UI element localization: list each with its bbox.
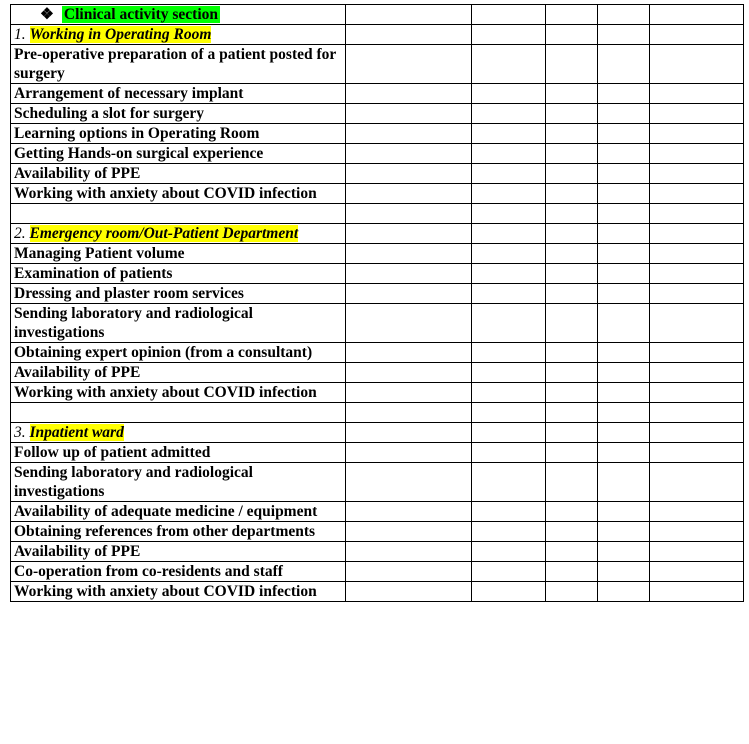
rating-cell[interactable] bbox=[650, 502, 744, 522]
item-label: Examination of patients bbox=[11, 264, 346, 284]
rating-cell[interactable] bbox=[472, 562, 546, 582]
item-label: Follow up of patient admitted bbox=[11, 443, 346, 463]
clinical-activity-sheet bbox=[10, 4, 743, 602]
item-label: Pre-operative preparation of a patient posted for surgery bbox=[11, 45, 346, 84]
rating-cell[interactable] bbox=[598, 383, 650, 403]
spacer-row bbox=[11, 403, 744, 423]
rating-cell[interactable] bbox=[346, 45, 472, 84]
rating-cell[interactable] bbox=[472, 204, 546, 224]
item-label: Availability of PPE bbox=[11, 542, 346, 562]
rating-cell[interactable] bbox=[650, 304, 744, 343]
item-row bbox=[11, 104, 744, 124]
item-label: Getting Hands-on surgical experience bbox=[11, 144, 346, 164]
rating-cell[interactable] bbox=[650, 264, 744, 284]
section-title: Working in Operating Room bbox=[29, 26, 212, 43]
rating-cell[interactable] bbox=[546, 463, 598, 502]
rating-cell[interactable] bbox=[598, 562, 650, 582]
rating-cell[interactable] bbox=[546, 304, 598, 343]
rating-cell[interactable] bbox=[346, 224, 472, 244]
rating-cell[interactable] bbox=[650, 443, 744, 463]
rating-cell[interactable] bbox=[598, 244, 650, 264]
rating-cell[interactable] bbox=[598, 164, 650, 184]
rating-cell[interactable] bbox=[598, 463, 650, 502]
rating-cell[interactable] bbox=[346, 562, 472, 582]
rating-cell[interactable] bbox=[472, 582, 546, 602]
rating-cell[interactable] bbox=[472, 284, 546, 304]
rating-cell[interactable] bbox=[650, 463, 744, 502]
item-label: Sending laboratory and radiological investigations bbox=[11, 463, 346, 502]
item-label: Arrangement of necessary implant bbox=[11, 84, 346, 104]
rating-cell[interactable] bbox=[650, 25, 744, 45]
rating-cell[interactable] bbox=[546, 224, 598, 244]
rating-cell[interactable] bbox=[598, 5, 650, 25]
section-heading: Clinical activity section bbox=[63, 6, 219, 23]
item-label: Sending laboratory and radiological investigations bbox=[11, 304, 346, 343]
rating-cell[interactable] bbox=[472, 25, 546, 45]
rating-cell[interactable] bbox=[546, 284, 598, 304]
rating-cell[interactable] bbox=[546, 244, 598, 264]
rating-cell[interactable] bbox=[598, 582, 650, 602]
item-row bbox=[11, 84, 744, 104]
rating-cell[interactable] bbox=[650, 542, 744, 562]
rating-cell[interactable] bbox=[598, 343, 650, 363]
rating-cell[interactable] bbox=[598, 423, 650, 443]
rating-cell[interactable] bbox=[650, 164, 744, 184]
rating-cell[interactable] bbox=[346, 184, 472, 204]
rating-cell[interactable] bbox=[546, 562, 598, 582]
rating-cell[interactable] bbox=[472, 244, 546, 264]
section-title-row bbox=[11, 25, 744, 45]
item-row bbox=[11, 284, 744, 304]
item-label: Scheduling a slot for surgery bbox=[11, 104, 346, 124]
item-label: Dressing and plaster room services bbox=[11, 284, 346, 304]
section-number: 1. bbox=[14, 26, 26, 43]
rating-cell[interactable] bbox=[598, 224, 650, 244]
item-label: Working with anxiety about COVID infection bbox=[11, 582, 346, 602]
rating-cell[interactable] bbox=[472, 104, 546, 124]
rating-cell[interactable] bbox=[346, 5, 472, 25]
rating-cell[interactable] bbox=[346, 502, 472, 522]
rating-cell[interactable] bbox=[598, 304, 650, 343]
item-row bbox=[11, 463, 744, 502]
header-cell bbox=[11, 5, 346, 25]
item-row bbox=[11, 144, 744, 164]
item-label: Working with anxiety about COVID infection bbox=[11, 383, 346, 403]
rating-cell[interactable] bbox=[346, 363, 472, 383]
rating-cell[interactable] bbox=[346, 582, 472, 602]
rating-cell[interactable] bbox=[650, 224, 744, 244]
rating-cell[interactable] bbox=[598, 542, 650, 562]
rating-cell[interactable] bbox=[598, 522, 650, 542]
section-title-row bbox=[11, 423, 744, 443]
rating-cell[interactable] bbox=[472, 84, 546, 104]
rating-cell[interactable] bbox=[546, 363, 598, 383]
table-body bbox=[11, 5, 744, 602]
rating-cell[interactable] bbox=[472, 423, 546, 443]
rating-cell[interactable] bbox=[546, 84, 598, 104]
item-label: Availability of adequate medicine / equipment bbox=[11, 502, 346, 522]
rating-cell[interactable] bbox=[472, 463, 546, 502]
rating-cell[interactable] bbox=[472, 264, 546, 284]
rating-cell[interactable] bbox=[546, 582, 598, 602]
rating-cell[interactable] bbox=[346, 104, 472, 124]
rating-cell[interactable] bbox=[598, 264, 650, 284]
rating-cell[interactable] bbox=[546, 144, 598, 164]
item-row bbox=[11, 522, 744, 542]
rating-cell[interactable] bbox=[598, 25, 650, 45]
rating-cell[interactable] bbox=[650, 144, 744, 164]
rating-cell[interactable] bbox=[546, 343, 598, 363]
rating-cell[interactable] bbox=[346, 264, 472, 284]
rating-cell[interactable] bbox=[650, 124, 744, 144]
rating-cell[interactable] bbox=[598, 502, 650, 522]
rating-cell[interactable] bbox=[546, 264, 598, 284]
rating-cell[interactable] bbox=[650, 284, 744, 304]
item-row bbox=[11, 443, 744, 463]
rating-cell[interactable] bbox=[346, 304, 472, 343]
rating-cell[interactable] bbox=[346, 522, 472, 542]
clinical-activity-table bbox=[10, 4, 744, 602]
item-row bbox=[11, 383, 744, 403]
section-title-cell bbox=[11, 25, 346, 45]
rating-cell[interactable] bbox=[546, 423, 598, 443]
rating-cell[interactable] bbox=[472, 383, 546, 403]
rating-cell[interactable] bbox=[546, 25, 598, 45]
section-title-row bbox=[11, 224, 744, 244]
section-title-cell bbox=[11, 224, 346, 244]
rating-cell[interactable] bbox=[650, 184, 744, 204]
rating-cell[interactable] bbox=[346, 383, 472, 403]
rating-cell[interactable] bbox=[650, 5, 744, 25]
rating-cell[interactable] bbox=[546, 164, 598, 184]
rating-cell[interactable] bbox=[546, 124, 598, 144]
rating-cell[interactable] bbox=[650, 423, 744, 443]
item-row bbox=[11, 184, 744, 204]
item-label: Co-operation from co-residents and staff bbox=[11, 562, 346, 582]
spacer-cell bbox=[11, 204, 346, 224]
item-row bbox=[11, 343, 744, 363]
rating-cell[interactable] bbox=[472, 343, 546, 363]
rating-cell[interactable] bbox=[346, 284, 472, 304]
item-label: Working with anxiety about COVID infection bbox=[11, 184, 346, 204]
rating-cell[interactable] bbox=[598, 184, 650, 204]
item-row bbox=[11, 124, 744, 144]
rating-cell[interactable] bbox=[546, 522, 598, 542]
rating-cell[interactable] bbox=[472, 124, 546, 144]
spacer-row bbox=[11, 204, 744, 224]
rating-cell[interactable] bbox=[598, 104, 650, 124]
item-row bbox=[11, 264, 744, 284]
rating-cell[interactable] bbox=[346, 343, 472, 363]
rating-cell[interactable] bbox=[546, 443, 598, 463]
rating-cell[interactable] bbox=[472, 522, 546, 542]
rating-cell[interactable] bbox=[472, 403, 546, 423]
rating-cell[interactable] bbox=[650, 84, 744, 104]
rating-cell[interactable] bbox=[650, 403, 744, 423]
rating-cell[interactable] bbox=[346, 84, 472, 104]
rating-cell[interactable] bbox=[598, 443, 650, 463]
rating-cell[interactable] bbox=[650, 363, 744, 383]
rating-cell[interactable] bbox=[650, 343, 744, 363]
rating-cell[interactable] bbox=[650, 244, 744, 264]
rating-cell[interactable] bbox=[546, 403, 598, 423]
rating-cell[interactable] bbox=[346, 204, 472, 224]
rating-cell[interactable] bbox=[346, 463, 472, 502]
rating-cell[interactable] bbox=[472, 224, 546, 244]
rating-cell[interactable] bbox=[598, 124, 650, 144]
item-row bbox=[11, 45, 744, 84]
rating-cell[interactable] bbox=[472, 45, 546, 84]
rating-cell[interactable] bbox=[650, 45, 744, 84]
header-row bbox=[11, 5, 744, 25]
rating-cell[interactable] bbox=[598, 284, 650, 304]
rating-cell[interactable] bbox=[346, 423, 472, 443]
rating-cell[interactable] bbox=[472, 304, 546, 343]
rating-cell[interactable] bbox=[472, 144, 546, 164]
item-row bbox=[11, 304, 744, 343]
rating-cell[interactable] bbox=[546, 184, 598, 204]
rating-cell[interactable] bbox=[598, 204, 650, 224]
rating-cell[interactable] bbox=[346, 443, 472, 463]
rating-cell[interactable] bbox=[546, 204, 598, 224]
diamond-bullet-icon: ❖ bbox=[40, 6, 54, 23]
rating-cell[interactable] bbox=[650, 204, 744, 224]
rating-cell[interactable] bbox=[546, 542, 598, 562]
item-label: Learning options in Operating Room bbox=[11, 124, 346, 144]
item-row bbox=[11, 244, 744, 264]
item-row bbox=[11, 164, 744, 184]
rating-cell[interactable] bbox=[472, 164, 546, 184]
item-row bbox=[11, 363, 744, 383]
item-row bbox=[11, 582, 744, 602]
section-number: 2. bbox=[14, 225, 26, 242]
item-label: Availability of PPE bbox=[11, 363, 346, 383]
rating-cell[interactable] bbox=[598, 403, 650, 423]
rating-cell[interactable] bbox=[650, 104, 744, 124]
rating-cell[interactable] bbox=[546, 502, 598, 522]
rating-cell[interactable] bbox=[346, 164, 472, 184]
section-title: Emergency room/Out-Patient Department bbox=[29, 225, 299, 242]
rating-cell[interactable] bbox=[346, 403, 472, 423]
rating-cell[interactable] bbox=[472, 502, 546, 522]
item-row bbox=[11, 502, 744, 522]
item-label: Obtaining references from other departments bbox=[11, 522, 346, 542]
rating-cell[interactable] bbox=[472, 184, 546, 204]
rating-cell[interactable] bbox=[598, 84, 650, 104]
rating-cell[interactable] bbox=[472, 5, 546, 25]
item-label: Availability of PPE bbox=[11, 164, 346, 184]
rating-cell[interactable] bbox=[546, 104, 598, 124]
section-number: 3. bbox=[14, 424, 26, 441]
rating-cell[interactable] bbox=[546, 45, 598, 84]
rating-cell[interactable] bbox=[346, 244, 472, 264]
rating-cell[interactable] bbox=[472, 363, 546, 383]
rating-cell[interactable] bbox=[546, 383, 598, 403]
rating-cell[interactable] bbox=[546, 5, 598, 25]
rating-cell[interactable] bbox=[650, 522, 744, 542]
rating-cell[interactable] bbox=[598, 144, 650, 164]
rating-cell[interactable] bbox=[650, 582, 744, 602]
rating-cell[interactable] bbox=[346, 144, 472, 164]
rating-cell[interactable] bbox=[472, 443, 546, 463]
item-row bbox=[11, 562, 744, 582]
item-row bbox=[11, 542, 744, 562]
item-label: Managing Patient volume bbox=[11, 244, 346, 264]
rating-cell[interactable] bbox=[472, 542, 546, 562]
rating-cell[interactable] bbox=[598, 45, 650, 84]
rating-cell[interactable] bbox=[598, 363, 650, 383]
rating-cell[interactable] bbox=[346, 25, 472, 45]
spacer-cell bbox=[11, 403, 346, 423]
rating-cell[interactable] bbox=[650, 383, 744, 403]
rating-cell[interactable] bbox=[346, 124, 472, 144]
section-title: Inpatient ward bbox=[29, 424, 124, 441]
item-label: Obtaining expert opinion (from a consultant) bbox=[11, 343, 346, 363]
rating-cell[interactable] bbox=[650, 562, 744, 582]
section-title-cell bbox=[11, 423, 346, 443]
rating-cell[interactable] bbox=[346, 542, 472, 562]
